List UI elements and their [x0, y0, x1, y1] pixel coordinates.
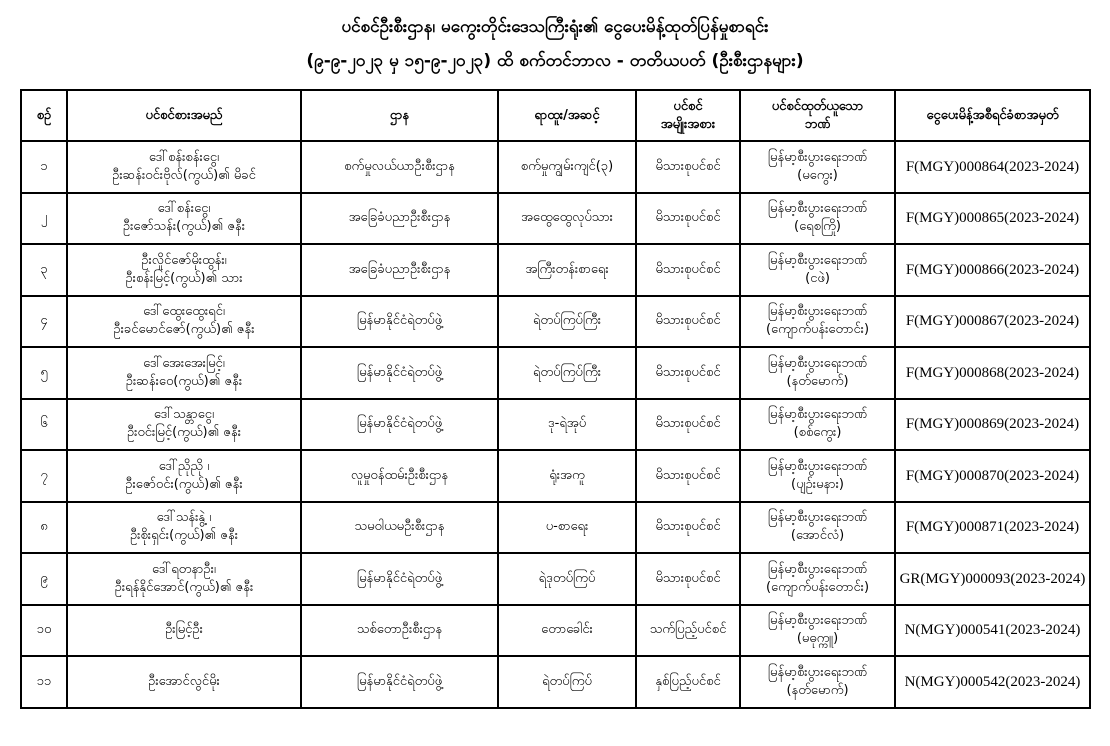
cell-bank-line2: (ရေစကြို) — [794, 219, 841, 235]
header-bank — [740, 90, 895, 141]
cell-bank-line2: (ကျောက်ပန်းတောင်း) — [765, 579, 870, 595]
cell-bank-line1: မြန်မာ့စီးပွားရေးဘဏ် — [767, 613, 868, 629]
cell-dept: သမဝါယမဦးစီးဌာန — [301, 502, 498, 554]
cell-bank-line1: မြန်မာ့စီးပွားရေးဘဏ် — [767, 149, 868, 165]
table-row — [21, 193, 1090, 245]
cell-bank-line2: (နတ်မောက်) — [786, 373, 849, 389]
cell-bank-line2: (ကျောက်ပန်းတောင်း) — [765, 322, 870, 338]
cell-bank-line2: (နတ်မောက်) — [786, 682, 849, 698]
cell-position: ဒု-ရဲအုပ် — [498, 399, 636, 451]
cell-name — [67, 347, 301, 399]
cell-no: ၉ — [21, 553, 67, 605]
cell-name — [67, 141, 301, 193]
cell-code: F(MGY)000869(2023-2024) — [895, 399, 1090, 451]
cell-name-line2: ဦးဇော်သန်း(ကွယ်)၏ ဇနီး — [122, 219, 246, 235]
cell-bank-line2: (မဓုက္ကူ) — [796, 631, 839, 647]
cell-bank — [740, 450, 895, 502]
cell-code: F(MGY)000864(2023-2024) — [895, 141, 1090, 193]
cell-code: F(MGY)000868(2023-2024) — [895, 347, 1090, 399]
cell-name — [67, 656, 301, 708]
table-row — [21, 141, 1090, 193]
cell-bank — [740, 656, 895, 708]
cell-bank-line1: မြန်မာ့စီးပွားရေးဘဏ် — [767, 510, 868, 526]
cell-name-line2: ဦးဝင်းမြင့်(ကွယ်)၏ ဇနီး — [126, 425, 242, 441]
cell-position: အထွေထွေလုပ်သား — [498, 193, 636, 245]
cell-code: F(MGY)000871(2023-2024) — [895, 502, 1090, 554]
cell-bank-line2: (အောင်လံ) — [790, 528, 845, 544]
cell-name-line1: ဒေါ်စန်းစန်းငွေ၊ — [148, 149, 220, 165]
cell-type: မိသားစုပင်စင် — [636, 296, 740, 348]
cell-name-line2: ဦးခင်မောင်ဇော်(ကွယ်)၏ ဇနီး — [113, 322, 255, 338]
header-position: ရာထူး/အဆင့် — [498, 90, 636, 141]
cell-bank — [740, 553, 895, 605]
header-bank-line1: ပင်စင်ထုတ်ယူသော — [771, 98, 864, 114]
table-row — [21, 347, 1090, 399]
cell-bank-line1: မြန်မာ့စီးပွားရေးဘဏ် — [767, 407, 868, 423]
cell-name-line2: ဦးစိုးရှင်း(ကွယ်)၏ ဇနီး — [129, 528, 239, 544]
cell-name-line2: ဦးဇော်ဝင်း(ကွယ်)၏ ဇနီး — [125, 476, 243, 492]
cell-name-line1: ဒေါ်အေးအေးမြင့်၊ — [143, 355, 225, 371]
table-row — [21, 399, 1090, 451]
header-no: စဉ် — [21, 90, 67, 141]
cell-no: ၃ — [21, 244, 67, 296]
cell-code: N(MGY)000541(2023-2024) — [895, 605, 1090, 657]
header-type-line1: ပင်စင် — [673, 98, 703, 114]
document-title: ပင်စင်ဦးစီးဌာန၊ မကွေးတိုင်းဒေသကြီးရုံး၏ ငွေပေးမိန့်ထုတ်ပြန်မှုစာရင်း — [341, 17, 769, 37]
cell-bank-line1: မြန်မာ့စီးပွားရေးဘဏ် — [767, 355, 868, 371]
cell-code: F(MGY)000867(2023-2024) — [895, 296, 1090, 348]
cell-dept: မြန်မာနိုင်ငံရဲတပ်ဖွဲ့ — [301, 399, 498, 451]
cell-position: တောခေါင်း — [498, 605, 636, 657]
header-code: ငွေပေးမိန့်အစီရင်ခံစာအမှတ် — [895, 90, 1090, 141]
cell-name — [67, 553, 301, 605]
cell-position: ရုံးအကူ — [498, 450, 636, 502]
cell-name — [67, 296, 301, 348]
cell-name — [67, 502, 301, 554]
header-type-line2: အမျိုးအစား — [660, 116, 716, 132]
cell-dept: မြန်မာနိုင်ငံရဲတပ်ဖွဲ့ — [301, 296, 498, 348]
cell-bank-line2: (စစ်ကွေး) — [793, 425, 842, 441]
cell-name-line2: ဦးဆန်းဝင်းဗိုလ်(ကွယ်)၏ မိခင် — [112, 167, 256, 183]
table-row — [21, 553, 1090, 605]
cell-dept: လူမှုဝန်ထမ်းဦးစီးဌာန — [301, 450, 498, 502]
cell-no: ၁၀ — [21, 605, 67, 657]
cell-name — [67, 244, 301, 296]
cell-type: မိသားစုပင်စင် — [636, 347, 740, 399]
table-row — [21, 605, 1090, 657]
cell-name-line1: ဒေါ်ရတနာဦး၊ — [152, 561, 216, 577]
header-type — [636, 90, 740, 141]
table-row — [21, 450, 1090, 502]
cell-name-line1: ဒေါ်စန်းငွေ၊ — [157, 201, 211, 217]
cell-position: အကြီးတန်းစာရေး — [498, 244, 636, 296]
cell-type: မိသားစုပင်စင် — [636, 399, 740, 451]
table-row — [21, 296, 1090, 348]
cell-name-line2: ဦးဆန်းဝေ(ကွယ်)၏ ဇနီး — [125, 373, 243, 389]
cell-name-line1: ဒေါ်ထွေးထွေးရင်၊ — [143, 304, 225, 320]
cell-type: နှစ်ပြည့်ပင်စင် — [636, 656, 740, 708]
cell-no: ၈ — [21, 502, 67, 554]
pension-table — [20, 89, 1091, 709]
table-row — [21, 656, 1090, 708]
cell-type: သက်ပြည့်ပင်စင် — [636, 605, 740, 657]
cell-bank-line1: မြန်မာ့စီးပွားရေးဘဏ် — [767, 252, 868, 268]
cell-code: F(MGY)000866(2023-2024) — [895, 244, 1090, 296]
cell-no: ၆ — [21, 399, 67, 451]
header-dept: ဌာန — [301, 90, 498, 141]
document-subtitle: (၉-၉-၂၀၂၃ မှ ၁၅-၉-၂၀၂၃) ထိ စက်တင်ဘာလ - တတိယပတ် (ဦးစီးဌာနများ) — [306, 51, 804, 71]
cell-position: ရဲတပ်ကြပ်ကြီး — [498, 296, 636, 348]
cell-bank-line1: မြန်မာ့စီးပွားရေးဘဏ် — [767, 458, 868, 474]
cell-bank — [740, 605, 895, 657]
cell-bank — [740, 141, 895, 193]
cell-dept: မြန်မာနိုင်ငံရဲတပ်ဖွဲ့ — [301, 347, 498, 399]
cell-bank — [740, 244, 895, 296]
cell-name-line1: ဒေါ်သန်းနွဲ့ ၊ — [156, 510, 212, 526]
table-row — [21, 244, 1090, 296]
cell-no: ၇ — [21, 450, 67, 502]
cell-code: GR(MGY)000093(2023-2024) — [895, 553, 1090, 605]
cell-type: မိသားစုပင်စင် — [636, 193, 740, 245]
cell-name-line2: ဦးစန်းမြင့်(ကွယ်)၏ သား — [125, 270, 243, 286]
cell-position: ရဲဒုတပ်ကြပ် — [498, 553, 636, 605]
cell-dept: မြန်မာနိုင်ငံရဲတပ်ဖွဲ့ — [301, 553, 498, 605]
cell-no: ၄ — [21, 296, 67, 348]
cell-no: ၁ — [21, 141, 67, 193]
cell-position: ပ-စာရေး — [498, 502, 636, 554]
cell-dept: သစ်တောဦးစီးဌာန — [301, 605, 498, 657]
cell-name — [67, 450, 301, 502]
cell-bank-line2: (ပျဉ်းမနား) — [791, 476, 844, 492]
cell-bank — [740, 502, 895, 554]
cell-type: မိသားစုပင်စင် — [636, 450, 740, 502]
cell-no: ၂ — [21, 193, 67, 245]
cell-bank — [740, 193, 895, 245]
cell-bank — [740, 399, 895, 451]
cell-dept: မြန်မာနိုင်ငံရဲတပ်ဖွဲ့ — [301, 656, 498, 708]
cell-dept: အခြေခံပညာဦးစီးဌာန — [301, 244, 498, 296]
cell-name-line1: ဒေါ်ညိုညို ၊ — [158, 458, 210, 474]
cell-bank — [740, 347, 895, 399]
cell-name — [67, 605, 301, 657]
cell-name — [67, 193, 301, 245]
cell-name-line2: ဦးရန်နိုင်အောင်(ကွယ်)၏ ဇနီး — [114, 579, 254, 595]
header-name: ပင်စင်စားအမည် — [67, 90, 301, 141]
cell-no: ၁၁ — [21, 656, 67, 708]
cell-code: N(MGY)000542(2023-2024) — [895, 656, 1090, 708]
cell-type: မိသားစုပင်စင် — [636, 553, 740, 605]
cell-bank-line1: မြန်မာ့စီးပွားရေးဘဏ် — [767, 304, 868, 320]
cell-code: F(MGY)000870(2023-2024) — [895, 450, 1090, 502]
cell-position: ရဲတပ်ကြပ် — [498, 656, 636, 708]
cell-name-line1: ဒေါ်သန္တာငွေ၊ — [153, 407, 215, 423]
table-row — [21, 502, 1090, 554]
header-bank-line2: ဘဏ် — [804, 116, 831, 132]
cell-name-line1: ဦးလှိုင်ဇော်မိုးထွန်း၊ — [141, 252, 227, 268]
cell-name-line1: ဦးမြင့်ဦး — [165, 622, 203, 638]
cell-bank-line2: (ငဖဲ) — [805, 270, 830, 286]
cell-bank — [740, 296, 895, 348]
cell-position: စက်မှုကျွမ်းကျင်(၃) — [498, 141, 636, 193]
cell-bank-line1: မြန်မာ့စီးပွားရေးဘဏ် — [767, 664, 868, 680]
cell-bank-line1: မြန်မာ့စီးပွားရေးဘဏ် — [767, 561, 868, 577]
table-header-row — [21, 90, 1090, 141]
cell-dept: စက်မှုလယ်ယာဦးစီးဌာန — [301, 141, 498, 193]
cell-dept: အခြေခံပညာဦးစီးဌာန — [301, 193, 498, 245]
cell-no: ၅ — [21, 347, 67, 399]
cell-name-line1: ဦးအောင်လွင်မိုး — [148, 673, 220, 689]
cell-name — [67, 399, 301, 451]
cell-type: မိသားစုပင်စင် — [636, 141, 740, 193]
cell-bank-line2: (မကွေး) — [797, 167, 838, 183]
cell-position: ရဲတပ်ကြပ်ကြီး — [498, 347, 636, 399]
cell-bank-line1: မြန်မာ့စီးပွားရေးဘဏ် — [767, 201, 868, 217]
cell-code: F(MGY)000865(2023-2024) — [895, 193, 1090, 245]
cell-type: မိသားစုပင်စင် — [636, 502, 740, 554]
cell-type: မိသားစုပင်စင် — [636, 244, 740, 296]
